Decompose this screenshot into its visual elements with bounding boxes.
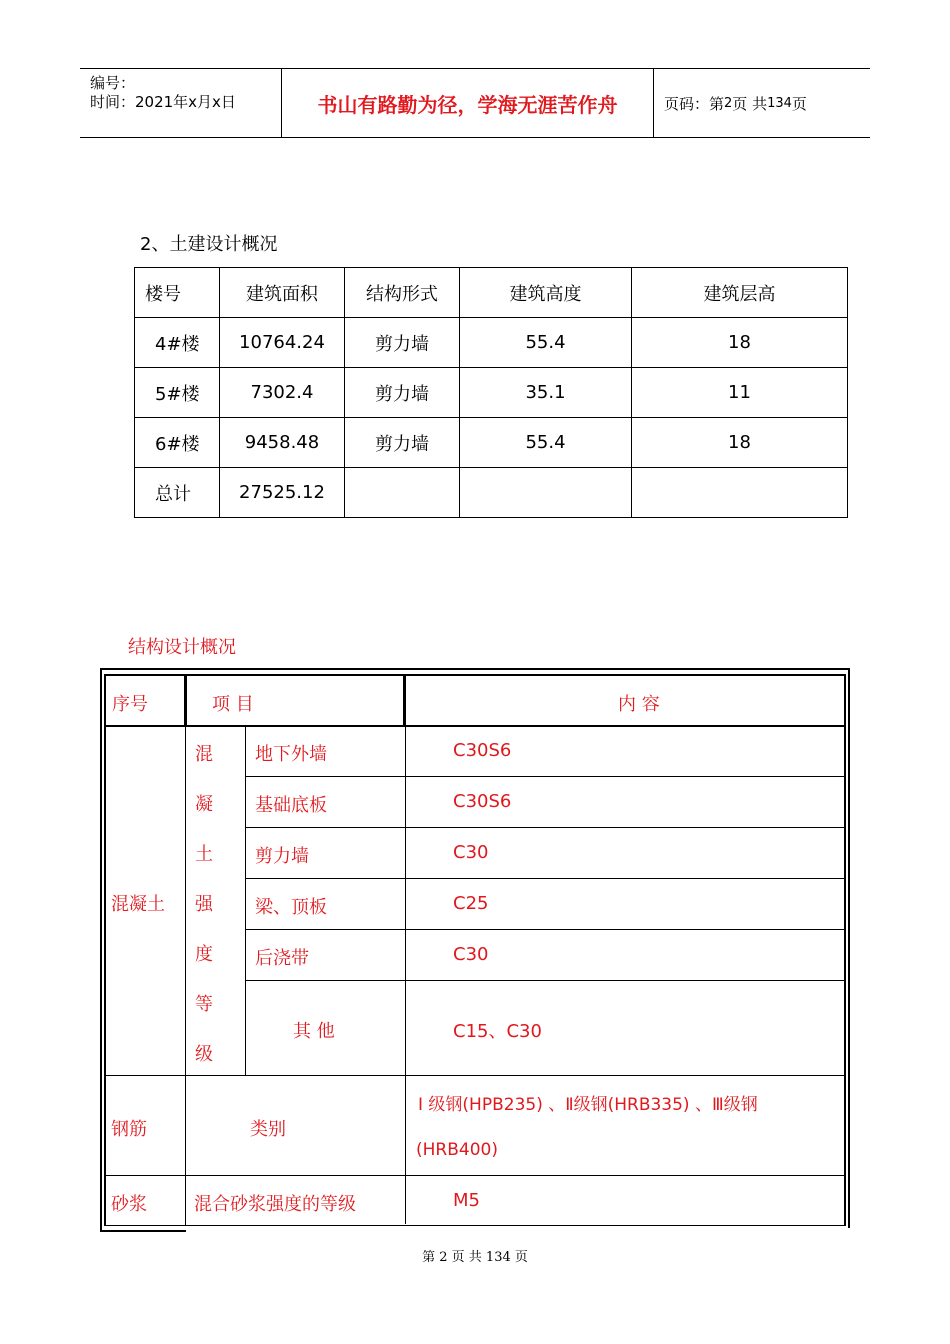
cell-empty xyxy=(460,468,632,518)
concrete-item: 其 他 xyxy=(293,1021,335,1042)
frame-left-outer xyxy=(100,668,102,1232)
frame-left-inner xyxy=(104,674,106,1226)
structure-section-title: 结构设计概况 xyxy=(128,637,236,658)
col-line-1 xyxy=(185,726,186,1226)
table-header-row xyxy=(135,268,848,318)
header-time-label: 时间：2021年x月x日 xyxy=(90,93,236,111)
table-row xyxy=(135,368,848,418)
row-line-1 xyxy=(245,776,845,777)
concrete-subgroup-char: 度 xyxy=(195,944,213,965)
header-page-num: 2 xyxy=(724,95,733,111)
page-header xyxy=(80,68,870,138)
mortar-value: M5 xyxy=(453,1190,480,1211)
col-line-3 xyxy=(405,726,406,1224)
row-line-7 xyxy=(104,1175,846,1176)
concrete-subgroup-char: 等 xyxy=(195,994,213,1015)
table-row xyxy=(135,318,848,368)
cell-empty xyxy=(345,468,460,518)
cell-structure: 剪力墙 xyxy=(345,418,460,468)
concrete-item: 梁、顶板 xyxy=(255,897,327,918)
cell-structure: 剪力墙 xyxy=(345,368,460,418)
header-page-mid: 页 共 xyxy=(732,94,768,113)
cell-area: 9458.48 xyxy=(220,418,345,468)
cell-floors: 11 xyxy=(632,368,848,418)
concrete-subgroup-char: 凝 xyxy=(195,794,213,815)
cell-total-label: 总计 xyxy=(135,468,220,518)
concrete-item: 基础底板 xyxy=(255,795,327,816)
row-line-3 xyxy=(245,878,845,879)
cell-height: 55.4 xyxy=(460,318,632,368)
header-number-label: 编号： xyxy=(90,74,136,92)
concrete-subgroup-char: 混 xyxy=(195,744,213,765)
concrete-subgroup-char: 级 xyxy=(195,1044,213,1065)
header-motto: 书山有路勤为径，学海无涯苦作舟 xyxy=(282,69,654,137)
cell-empty xyxy=(632,468,848,518)
frame-right-inner xyxy=(844,674,846,1226)
cell-building: 6#楼 xyxy=(135,418,220,468)
header-page-total: 134 xyxy=(767,95,792,111)
concrete-value: C15、C30 xyxy=(453,1021,542,1042)
cell-floors: 18 xyxy=(632,418,848,468)
col-header-height: 建筑高度 xyxy=(460,268,632,318)
col-line-2 xyxy=(245,726,246,1076)
page-footer: 第 2 页 共 134 页 xyxy=(422,1250,528,1265)
cell-building: 4#楼 xyxy=(135,318,220,368)
row-line-4 xyxy=(245,929,845,930)
concrete-value: C30S6 xyxy=(453,740,512,761)
head-divider-1 xyxy=(184,676,187,726)
mortar-item: 混合砂浆强度的等级 xyxy=(194,1194,356,1215)
frame-right-outer xyxy=(848,668,850,1228)
frame-top-outer xyxy=(100,668,850,670)
cell-height: 35.1 xyxy=(460,368,632,418)
mortar-group-label: 砂浆 xyxy=(111,1194,147,1215)
header-page-suffix: 页 xyxy=(791,94,807,113)
civil-design-table xyxy=(134,267,848,518)
concrete-value: C30 xyxy=(453,944,489,965)
head-row-bottom xyxy=(104,725,846,727)
cell-floors: 18 xyxy=(632,318,848,368)
rebar-item: 类别 xyxy=(250,1119,286,1140)
rebar-value-line1: Ⅰ 级钢(HPB235) 、Ⅱ级钢(HRB335) 、Ⅲ级钢 xyxy=(418,1095,758,1115)
concrete-group-label: 混凝土 xyxy=(111,894,165,915)
cell-height: 55.4 xyxy=(460,418,632,468)
cell-total-area: 27525.12 xyxy=(220,468,345,518)
cell-area: 10764.24 xyxy=(220,318,345,368)
cell-area: 7302.4 xyxy=(220,368,345,418)
table-total-row xyxy=(135,468,848,518)
row-line-2 xyxy=(245,827,845,828)
concrete-value: C30S6 xyxy=(453,791,512,812)
concrete-subgroup-char: 土 xyxy=(195,844,213,865)
frame-bottom-inner xyxy=(104,1225,846,1226)
concrete-value: C30 xyxy=(453,842,489,863)
cell-building: 5#楼 xyxy=(135,368,220,418)
header-page-info xyxy=(654,69,870,137)
rebar-value-line2: (HRB400) xyxy=(416,1140,498,1160)
header-meta xyxy=(80,69,282,137)
col-header-building: 楼号 xyxy=(135,268,220,318)
rebar-group-label: 钢筋 xyxy=(111,1119,147,1140)
concrete-item: 后浇带 xyxy=(255,948,309,969)
row-line-6 xyxy=(104,1075,846,1076)
head-divider-2 xyxy=(403,676,406,726)
civil-section-title: 2、土建设计概况 xyxy=(140,234,278,255)
concrete-subgroup-char: 强 xyxy=(195,894,213,915)
concrete-value: C25 xyxy=(453,893,489,914)
head-content: 内 容 xyxy=(618,694,660,715)
head-item: 项 目 xyxy=(212,694,254,715)
table-row xyxy=(135,418,848,468)
header-page-prefix: 页码：第 xyxy=(664,94,725,113)
cell-structure: 剪力墙 xyxy=(345,318,460,368)
head-no: 序号 xyxy=(112,694,148,715)
concrete-item: 剪力墙 xyxy=(255,846,309,867)
frame-bottom-outer xyxy=(100,1230,186,1232)
col-header-area: 建筑面积 xyxy=(220,268,345,318)
col-header-floors: 建筑层高 xyxy=(632,268,848,318)
row-line-5 xyxy=(245,980,845,981)
frame-top-inner xyxy=(104,674,846,676)
col-header-structure: 结构形式 xyxy=(345,268,460,318)
concrete-item: 地下外墙 xyxy=(255,744,327,765)
